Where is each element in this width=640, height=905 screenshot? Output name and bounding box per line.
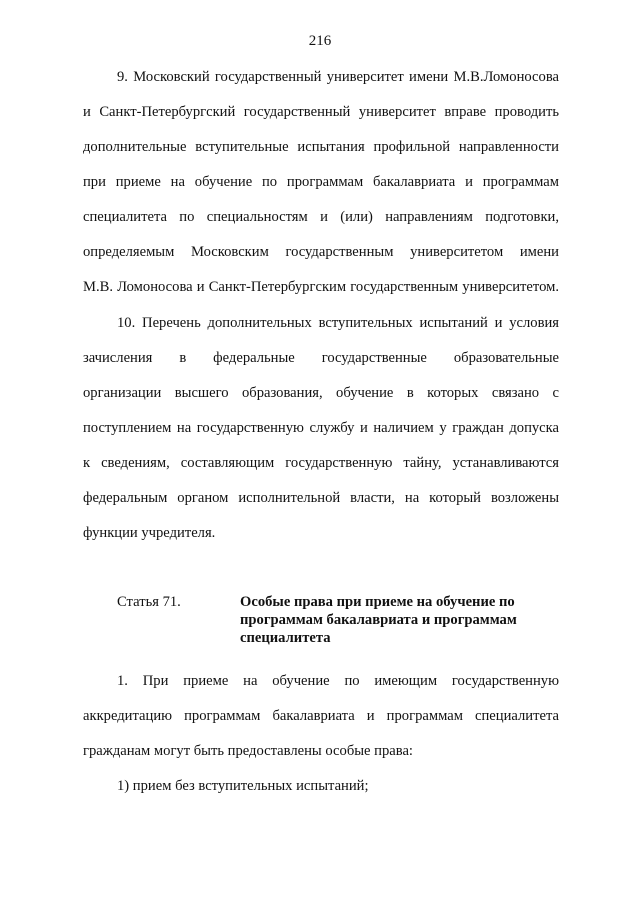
text-line: аккредитацию программам бакалавриата и программам специалитета — [83, 708, 559, 724]
text-line: поступлением на государственную службу и наличием у граждан допуска — [83, 420, 559, 436]
article-title-line: программам бакалавриата и программам — [240, 612, 517, 628]
text-line: организации высшего образования, обучение в которых связано с — [83, 385, 559, 401]
text-line: к сведениям, составляющим государственную тайну, устанавливаются — [83, 455, 559, 471]
article-title-line: специалитета — [240, 630, 331, 646]
text-line: определяемым Московским государственным университетом имени — [83, 244, 559, 260]
page-number: 216 — [308, 33, 332, 49]
article-title-line: Особые права при приеме на обучение по — [240, 594, 515, 610]
text-line: дополнительные вступительные испытания профильной направленности — [83, 139, 559, 155]
text-line: 9. Московский государственный университет имени М.В.Ломоносова — [117, 69, 559, 85]
text-line: функции учредителя. — [83, 525, 216, 541]
text-line: гражданам могут быть предоставлены особые права: — [83, 743, 413, 759]
text-line: при приеме на обучение по программам бакалавриата и программам — [83, 174, 559, 190]
article-label: Статья 71. — [117, 594, 181, 610]
text-line: М.В. Ломоносова и Санкт-Петербургским государственным университетом. — [83, 279, 559, 295]
list-item: 1) прием без вступительных испытаний; — [117, 778, 369, 794]
text-line: федеральным органом исполнительной власти, на который возложены — [83, 490, 559, 506]
text-line: зачисления в федеральные государственные образовательные — [83, 350, 559, 366]
text-line: специалитета по специальностям и (или) направлениям подготовки, — [83, 209, 559, 225]
text-line: 1. При приеме на обучение по имеющим государственную — [117, 673, 559, 689]
article-title — [240, 593, 550, 647]
text-line: 10. Перечень дополнительных вступительных испытаний и условия — [117, 315, 559, 331]
text-line: и Санкт-Петербургский государственный университет вправе проводить — [83, 104, 559, 120]
